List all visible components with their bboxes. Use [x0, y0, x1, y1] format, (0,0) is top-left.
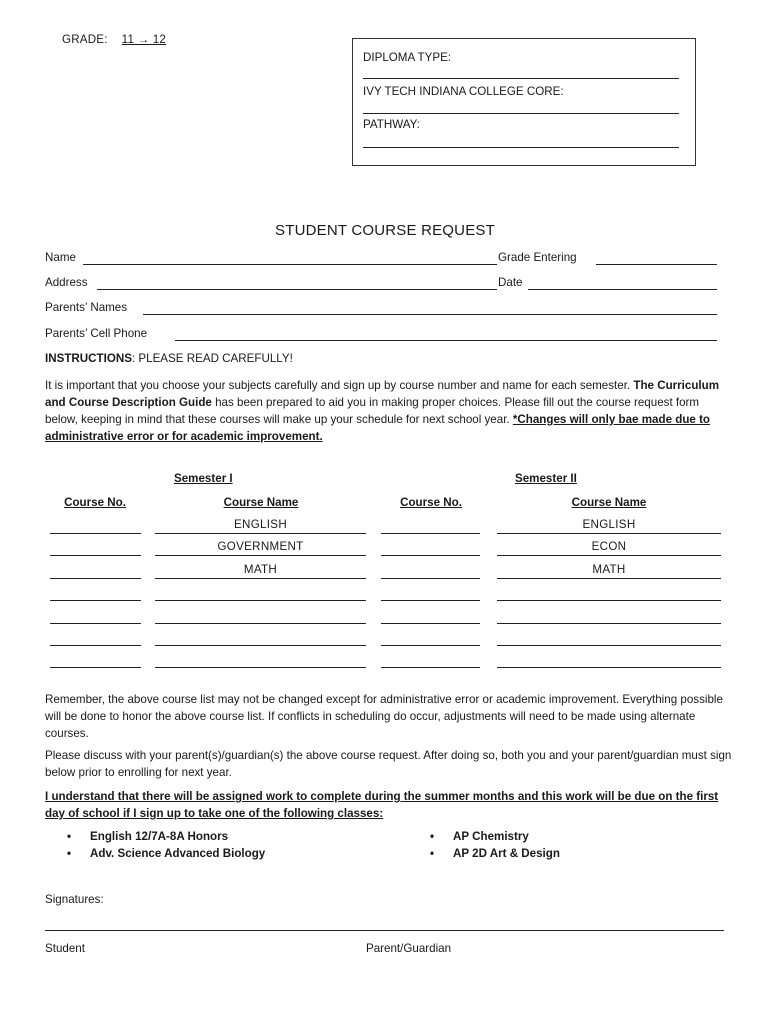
list-item: • AP Chemistry [430, 828, 560, 845]
s1-course-name-field[interactable]: MATH [155, 562, 366, 579]
s1-course-name-field[interactable] [155, 607, 366, 624]
s1-course-name-field[interactable] [155, 629, 366, 646]
s2-course-name-field[interactable] [497, 651, 721, 668]
s1-course-no-field[interactable] [50, 562, 141, 579]
s2-course-no-field[interactable] [381, 517, 480, 534]
s2-course-name-field[interactable] [497, 607, 721, 624]
semester-2-course-no-header: Course No. [400, 496, 462, 509]
semester-1-course-name-header: Course Name [223, 496, 299, 509]
s2-course-name-field[interactable]: ECON [497, 539, 721, 556]
pathway-label: PATHWAY: [363, 118, 420, 131]
discuss-paragraph: Please discuss with your parent(s)/guardian(s) the above course request. After doing so, both you and your parent/guardian must sign below prior to enrolling for next year. [45, 749, 732, 779]
changes-warning: *Changes will only bae made due to administrative error or for academic improvement. [45, 413, 711, 443]
s1-course-no-field[interactable] [50, 629, 141, 646]
s1-course-name-field[interactable] [155, 584, 366, 601]
address-label: Address [45, 276, 88, 289]
s2-course-no-field[interactable] [381, 562, 480, 579]
signature-line[interactable] [45, 930, 724, 931]
intro-text-1: It is important that you choose your subjects carefully and sign up by course number and name for each semester. [45, 379, 634, 392]
s2-course-no-field[interactable] [381, 584, 480, 601]
s2-course-no-field[interactable] [381, 629, 480, 646]
s2-course-name-field[interactable]: MATH [497, 562, 721, 579]
page-title: STUDENT COURSE REQUEST [275, 222, 495, 239]
summer-classes-left [67, 828, 265, 862]
summer-classes-right [430, 828, 560, 862]
semester-1-title: Semester I [174, 472, 233, 485]
parents-names-label: Parents’ Names [45, 301, 128, 314]
s1-course-no-field[interactable] [50, 517, 141, 534]
s2-course-name-field[interactable] [497, 584, 721, 601]
semester-1-course-no-header: Course No. [64, 496, 126, 509]
instructions-text: : PLEASE READ CAREFULLY! [131, 352, 293, 365]
name-label: Name [45, 251, 76, 264]
s1-course-no-field[interactable] [50, 584, 141, 601]
summer-work-notice: I understand that there will be assigned work to complete during the summer months and this work will be due on the first day of school if I sign up to take one of the following classes: [45, 790, 719, 820]
s2-course-name-field[interactable] [497, 629, 721, 646]
s1-course-no-field[interactable] [50, 651, 141, 668]
parent-signature-label: Parent/Guardian [366, 942, 452, 955]
grade-value: 11 → 12 [121, 33, 167, 46]
list-item: • AP 2D Art & Design [430, 845, 560, 862]
s2-course-no-field[interactable] [381, 539, 480, 556]
grade-entering-label: Grade Entering [498, 251, 577, 264]
s1-course-no-field[interactable] [50, 607, 141, 624]
s2-course-no-field[interactable] [381, 651, 480, 668]
instructions-label: INSTRUCTIONS [45, 352, 132, 365]
signatures-label: Signatures: [45, 893, 104, 906]
semester-2-course-name-header: Course Name [571, 496, 647, 509]
s1-course-name-field[interactable]: ENGLISH [155, 517, 366, 534]
diploma-type-label: DIPLOMA TYPE: [363, 51, 452, 64]
s1-course-name-field[interactable] [155, 651, 366, 668]
s1-course-no-field[interactable] [50, 539, 141, 556]
grade-label: GRADE: [62, 33, 108, 46]
intro-text-2: has been prepared to aid you in making proper choices. Please fill out the course request form below, keeping in mind that these courses will make up your schedule for next school year. [45, 396, 700, 426]
date-label: Date [498, 276, 523, 289]
remember-paragraph: Remember, the above course list may not be changed except for administrative error or academic improvement. Everything possible will be done to honor the above course list. If conflicts in scheduling do occur, adjustments will need to be made using alternate courses. [45, 693, 723, 740]
s2-course-name-field[interactable]: ENGLISH [497, 517, 721, 534]
s1-course-name-field[interactable]: GOVERNMENT [155, 539, 366, 556]
list-item: • Adv. Science Advanced Biology [67, 845, 265, 862]
list-item: • English 12/7A-8A Honors [67, 828, 265, 845]
s2-course-no-field[interactable] [381, 607, 480, 624]
semester-2-title: Semester II [515, 472, 577, 485]
student-signature-label: Student [45, 942, 85, 955]
parents-cell-label: Parents’ Cell Phone [45, 327, 148, 340]
guide-title: The Curriculum and Course Description Guide [45, 379, 720, 409]
ivy-tech-label: IVY TECH INDIANA COLLEGE CORE: [363, 85, 564, 98]
